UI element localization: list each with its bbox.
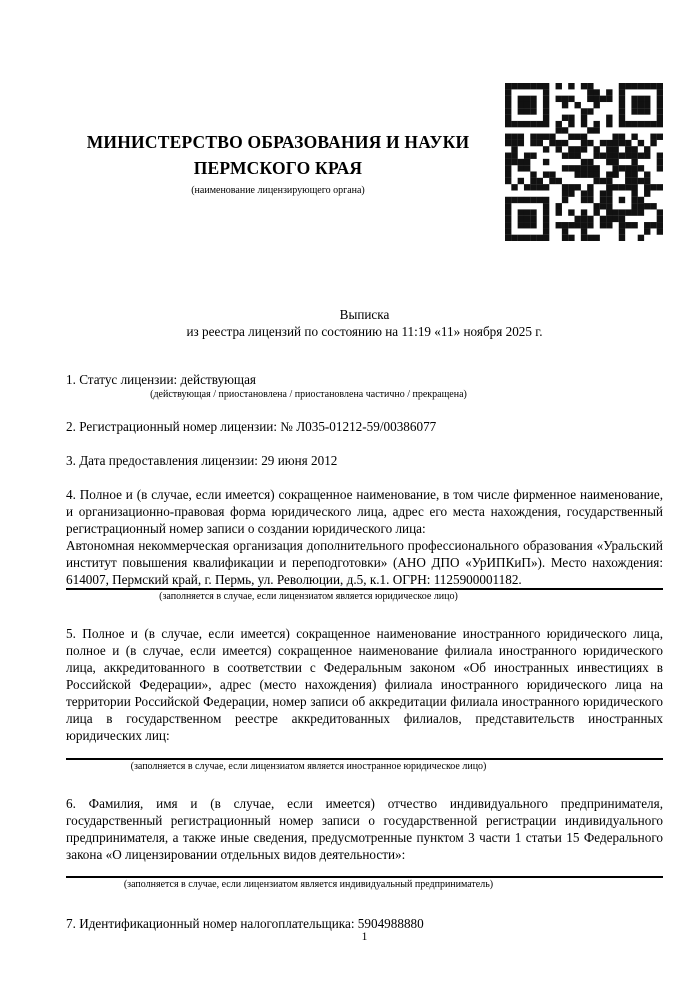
item-foreign-entity [66, 625, 663, 773]
ministry-caption: (наименование лицензирующего органа) [191, 185, 365, 196]
item-registration-number [66, 418, 663, 435]
foreign-entity-label: 5. Полное и (в случае, если имеется) сокращенное наименование иностранного юридического лица, полное и (в случае, если имеется) сокращенное наименование филиала иностранного юридического лица, аккредитованного в соответствии с Федеральным законом «Об иностранных инвестициях в Российской Федерации», адрес (место нахождения) филиала иностранного юридического лица на территории Российской Федерации, номер записи об аккредитации филиала иностранного юридического лица в государственном реестре аккредитованных филиалов, представительств иностранных юридических лиц: [66, 626, 663, 743]
item-license-status [66, 371, 663, 401]
registration-number-text: 2. Регистрационный номер лицензии: № Л035-01212-59/00386077 [66, 419, 437, 434]
license-date-text: 3. Дата предоставления лицензии: 29 июня 2012 [66, 453, 338, 468]
page-number: 1 [361, 931, 368, 943]
legal-entity-label: 4. Полное и (в случае, если имеется) сокращенное наименование, в том числе фирменное наименование, и организационно-правовая форма юридического лица, адрес его места нахождения, государственный регистрационный номер записи о создании юридического лица: [66, 487, 663, 536]
license-status-caption: (действующая / приостановлена / приостановлена частично / прекращена) [150, 389, 467, 400]
document-title [66, 306, 663, 340]
item-legal-entity [66, 486, 663, 603]
document-content [66, 0, 663, 932]
document-title-line1: Выписка [339, 307, 390, 322]
license-status-text: 1. Статус лицензии: действующая [66, 372, 257, 387]
document-title-line2: из реестра лицензий по состоянию на 11:19 «11» ноября 2025 г. [186, 324, 543, 339]
foreign-entity-caption: (заполняется в случае, если лицензиатом является иностранное юридическое лицо) [130, 761, 487, 772]
issuing-authority-header [66, 129, 490, 197]
legal-entity-value: Автономная некоммерческая организация дополнительного профессионального образования «Уральский институт повышения квалификации и переподготовки» (АНО ДПО «УрИПКиП»). Место нахождения: 614007, Пермский край, г. Пермь, ул. Революции, д.5, к.1. ОГРН: 1125900001182. [66, 538, 663, 587]
individual-entrepreneur-caption: (заполняется в случае, если лицензиатом является индивидуальный предприниматель) [123, 879, 494, 890]
item-taxpayer-number [66, 915, 663, 932]
item-license-date [66, 452, 663, 469]
individual-entrepreneur-label: 6. Фамилия, имя и (в случае, если имеется) отчество индивидуального предпринимателя, государственный регистрационный номер записи о государственной регистрации индивидуального предпринимателя, а также иные сведения, предусмотренные пунктом 3 части 1 статьи 15 Федерального закона «О лицензировании отдельных видов деятельности»: [66, 796, 663, 862]
ministry-name-line2: ПЕРМСКОГО КРАЯ [193, 158, 363, 178]
legal-entity-caption: (заполняется в случае, если лицензиатом является юридическое лицо) [159, 591, 458, 602]
item-individual-entrepreneur [66, 795, 663, 891]
ministry-name-line1: МИНИСТЕРСТВО ОБРАЗОВАНИЯ И НАУКИ [86, 132, 470, 152]
taxpayer-number-text: 7. Идентификационный номер налогоплательщика: 5904988880 [66, 916, 424, 931]
